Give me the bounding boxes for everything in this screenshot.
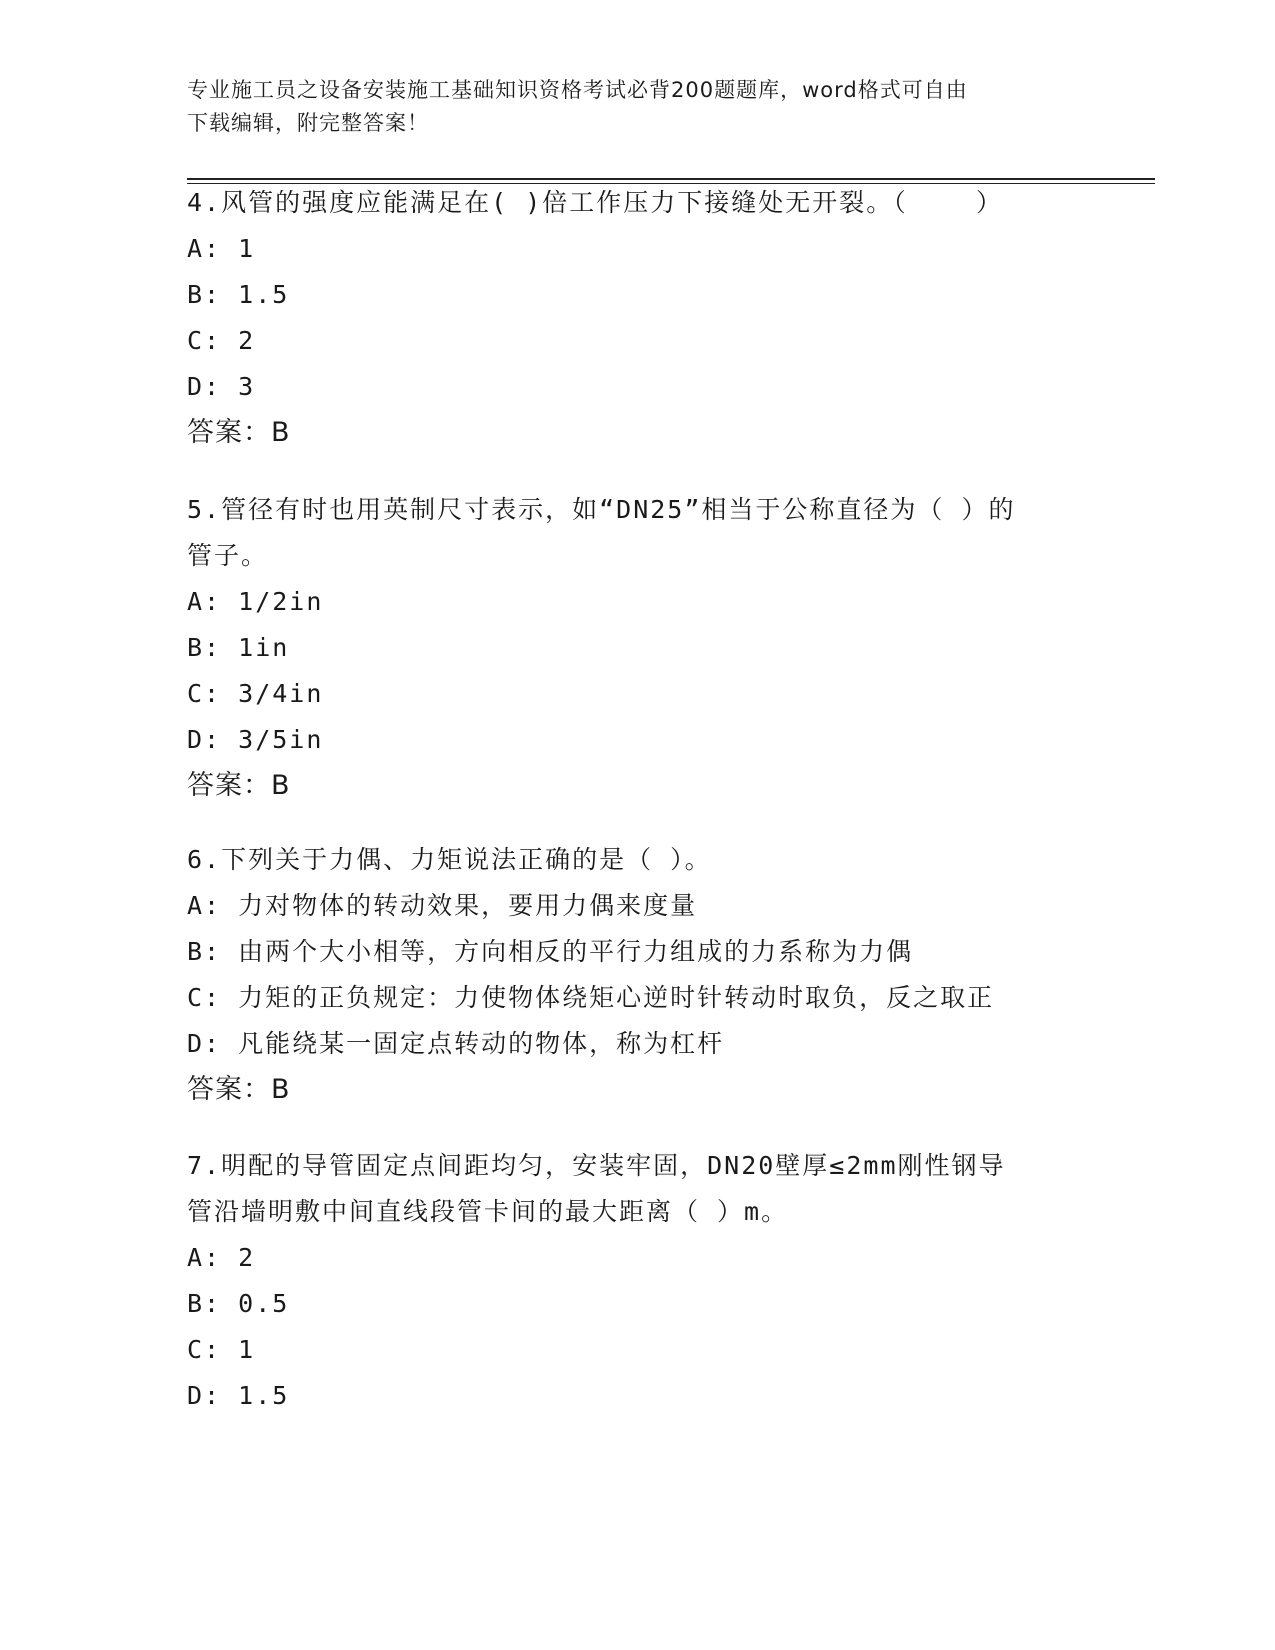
option-c: C: 2	[187, 326, 256, 355]
question-stem: 5.管径有时也用英制尺寸表示，如“DN25”相当于公称直径为（ ）的 管子。	[187, 495, 1016, 570]
question-stem: 4.风管的强度应能满足在( )倍工作压力下接缝处无开裂。（ ）	[187, 188, 1003, 217]
question-block-7	[187, 1143, 1087, 1419]
option-a: A: 1	[187, 234, 256, 263]
option-a: A: 2	[187, 1243, 256, 1272]
option-a: A: 力对物体的转动效果，要用力偶来度量	[187, 891, 698, 920]
option-c: C: 力矩的正负规定：力使物体绕矩心逆时针转动时取负，反之取正	[187, 983, 995, 1012]
option-c: C: 3/4in	[187, 679, 324, 708]
question-block-6	[187, 837, 1087, 1113]
option-c: C: 1	[187, 1335, 256, 1364]
option-d: D: 3	[187, 372, 256, 401]
header-title-line-1: 专业施工员之设备安装施工基础知识资格考试必背200题题库，word格式可自由	[187, 78, 968, 102]
option-d: D: 凡能绕某一固定点转动的物体，称为杠杆	[187, 1029, 725, 1058]
question-stem: 6.下列关于力偶、力矩说法正确的是（ ）。	[187, 845, 712, 874]
document-header	[187, 74, 1067, 140]
answer-text: 答案：B	[187, 770, 291, 801]
answer-text: 答案：B	[187, 417, 291, 448]
option-b: B: 1.5	[187, 280, 290, 309]
question-stem: 7.明配的导管固定点间距均匀，安装牢固，DN20壁厚≤2mm刚性钢导 管沿墙明敷中间直线段管卡间的最大距离（ ）m。	[187, 1151, 1006, 1226]
option-b: B: 由两个大小相等，方向相反的平行力组成的力系称为力偶	[187, 937, 914, 966]
option-b: B: 1in	[187, 633, 290, 662]
option-d: D: 1.5	[187, 1381, 290, 1410]
option-d: D: 3/5in	[187, 725, 324, 754]
option-b: B: 0.5	[187, 1289, 290, 1318]
header-title-line-2: 下载编辑，附完整答案！	[187, 111, 429, 135]
option-a: A: 1/2in	[187, 587, 324, 616]
question-block-5	[187, 487, 1087, 809]
question-block-4	[187, 180, 1087, 456]
answer-text: 答案：B	[187, 1074, 291, 1105]
